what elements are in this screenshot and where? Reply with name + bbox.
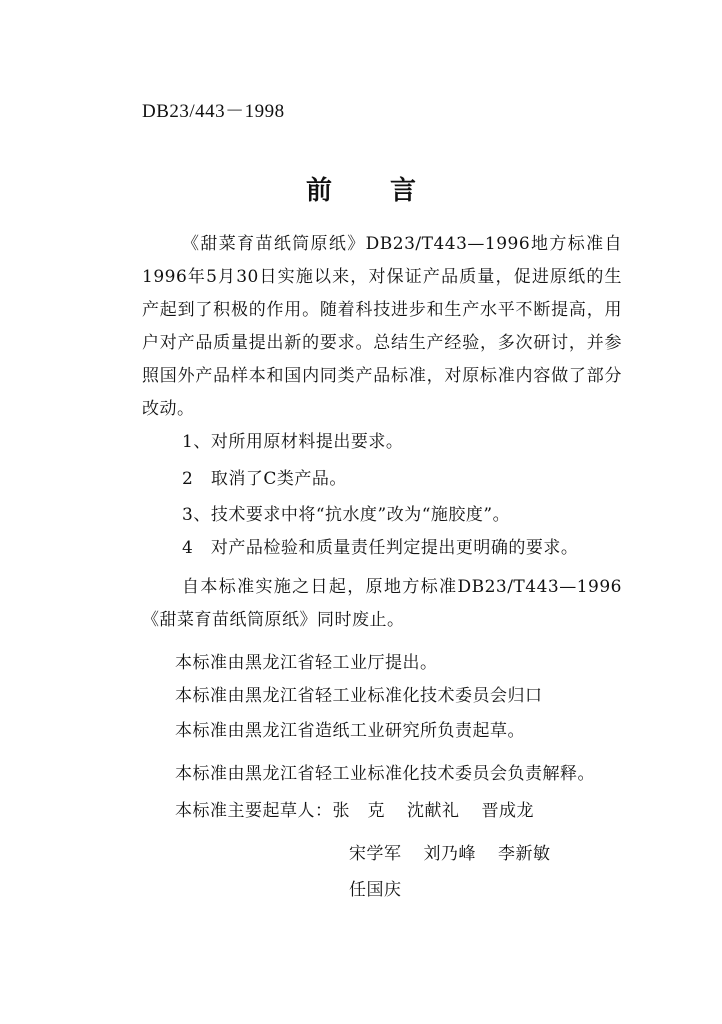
intro-paragraph: 《甜菜育苗纸筒原纸》DB23/T443—1996地方标准自1996年5月30日实施以来，对保证产品质量，促进原纸的生产起到了积极的作用。随着科技进步和生产水平不断提高，用户对产品质量提出新的要求。总结生产经验，多次研讨，并参照国外产品样本和国内同类产品标准，对原标准内容做了部分改动。 xyxy=(142,234,622,419)
drafters-row xyxy=(349,839,573,864)
drafter-name: 任国庆 xyxy=(349,880,402,900)
standard-code: DB23/443－1998 xyxy=(142,101,285,122)
drafter-name: 宋学军 xyxy=(349,844,402,864)
drafter-name: 张 克 xyxy=(332,801,385,821)
statement-proposed-by: 本标准由黑龙江省轻工业厅提出。 xyxy=(175,653,438,673)
change-item-2: 2 取消了C类产品。 xyxy=(182,469,347,489)
drafters-line xyxy=(175,796,556,821)
drafter-name: 晋成龙 xyxy=(481,801,534,821)
drafter-name: 刘乃峰 xyxy=(423,844,476,864)
drafters-label: 本标准主要起草人： xyxy=(175,801,333,821)
drafter-name: 沈献礼 xyxy=(407,801,460,821)
change-item-4: 4 对产品检验和质量责任判定提出更明确的要求。 xyxy=(182,538,579,558)
statement-centralized-by: 本标准由黑龙江省轻工业标准化技术委员会归口 xyxy=(175,686,543,706)
drafter-name: 李新敏 xyxy=(498,844,551,864)
supersede-paragraph: 自本标准实施之日起，原地方标准DB23/T443—1996《甜菜育苗纸筒原纸》同时废止。 xyxy=(142,577,622,630)
page-title: 前言 xyxy=(305,176,474,206)
statement-interpreted-by: 本标准由黑龙江省轻工业标准化技术委员会负责解释。 xyxy=(175,764,595,784)
change-item-3: 3、技术要求中将“抗水度”改为“施胶度”。 xyxy=(182,505,511,525)
drafters-row xyxy=(349,875,424,900)
change-item-1: 1、对所用原材料提出要求。 xyxy=(182,432,404,452)
statement-drafted-by: 本标准由黑龙江省造纸工业研究所负责起草。 xyxy=(175,721,525,741)
